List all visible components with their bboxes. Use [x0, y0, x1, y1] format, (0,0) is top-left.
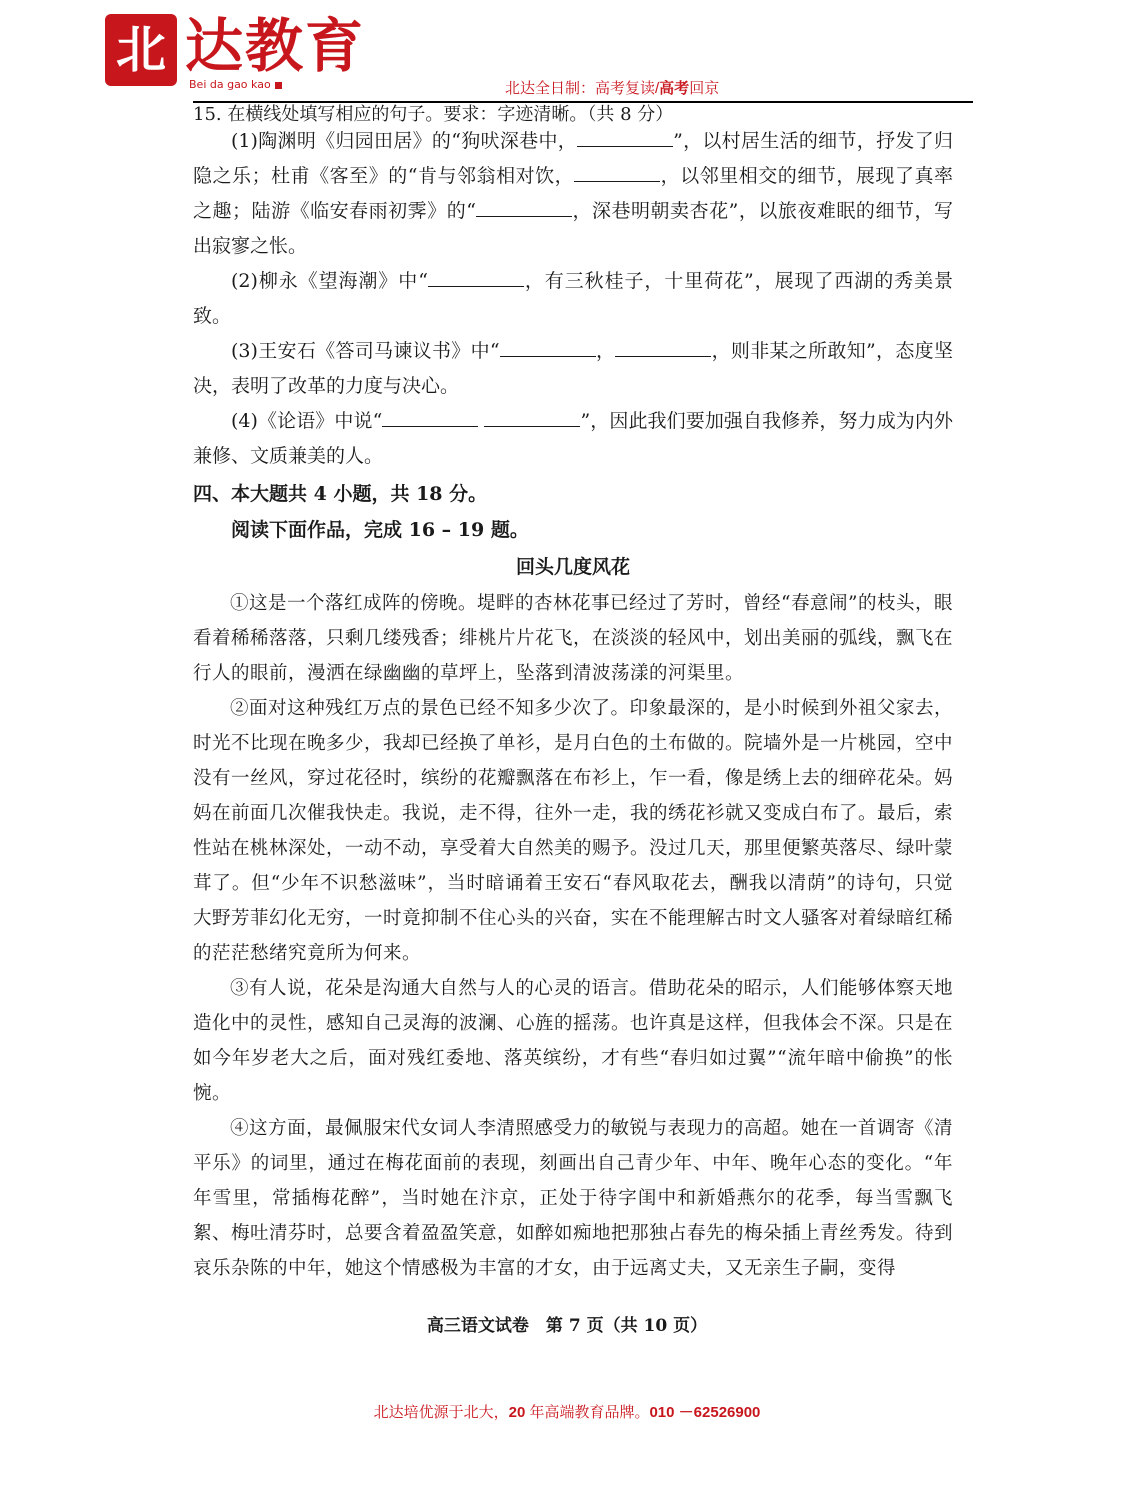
answer-blank — [484, 407, 580, 427]
bottom-banner: 北达培优源于北大，20 年高端教育品牌。010 －62526900 — [373, 1404, 761, 1421]
question-15-item-2: (2)柳永《望海潮》中“ ，有三秋桂子，十里荷花”，展现了西湖的秀美景致。 — [193, 264, 953, 334]
article-paragraph: ①这是一个落红成阵的傍晚。堤畔的杏林花事已经过了芳时，曾经“春意闹”的枝头，眼看着稀稀落落，只剩几缕残香；绯桃片片花飞，在淡淡的轻风中，划出美丽的弧线，飘飞在行人的眼前，漫洒在绿幽幽的草坪上，坠落到清波荡漾的河渠里。 — [193, 593, 954, 684]
question-15-item-4: (4)《论语》中说“ ”，因此我们要加强自我修养，努力成为内外兼修、文质兼美的人。 — [193, 404, 953, 474]
logo — [105, 14, 375, 96]
answer-blank — [574, 162, 660, 182]
answer-blank — [476, 197, 572, 217]
section-heading: 四、本大题共 4 小题，共 18 分。 — [193, 483, 488, 505]
page-content — [193, 102, 953, 1286]
answer-blank — [428, 267, 524, 287]
answer-blank — [382, 407, 478, 427]
question-15-item-3: (3)王安石《答司马谏议书》中“ ， ，则非某之所敢知”，态度坚决，表明了改革的力度与决心。 — [193, 334, 953, 404]
answer-blank — [615, 337, 711, 357]
article-paragraph: ④这方面，最佩服宋代女词人李清照感受力的敏锐与表现力的高超。她在一首调寄《清平乐》的词里，通过在梅花面前的表现，刻画出自己青少年、中年、晚年心态的变化。“年年雪里，常插梅花醉”，当时她在汴京，正处于待字闺中和新婚燕尔的花季，每当雪飘飞絮、梅吐清芬时，总要含着盈盈笑意，如醉如痴地把那独占春先的梅朵插上青丝秀发。待到哀乐杂陈的中年，她这个情感极为丰富的才女，由于远离丈夫，又无亲生子嗣，变得 — [193, 1118, 954, 1279]
question-15-stem: 15. 在横线处填写相应的句子。要求：字迹清晰。（共 8 分） — [193, 104, 674, 124]
article-paragraph: ②面对这种残红万点的景色已经不知多少次了。印象最深的，是小时候到外祖父家去，时光不比现在晚多少，我却已经换了单衫，是月白色的土布做的。院墙外是一片桃园，空中没有一丝风，穿过花径时，缤纷的花瓣飘落在布衫上，乍一看，像是绣上去的细碎花朵。妈妈在前面几次催我快走。我说，走不得，往外一走，我的绣花衫就又变成白布了。最后，索性站在桃林深处，一动不动，享受着大自然美的赐予。没过几天，那里便繁英落尽、绿叶蒙茸了。但“少年不识愁滋味”，当时暗诵着王安石“春风取花去，酬我以清荫”的诗句，只觉大野芳菲幻化无穷，一时竟抑制不住心头的兴奋，实在不能理解古时文人骚客对着绿暗红稀的茫茫愁绪究竟所为何来。 — [193, 698, 954, 964]
article-paragraph: ③有人说，花朵是沟通大自然与人的心灵的语言。借助花朵的昭示，人们能够体察天地造化中的灵性，感知自己灵海的波澜、心旌的摇荡。也许真是这样，但我体会不深。只是在如今年岁老大之后，面对残红委地、落英缤纷，才有些“春归如过翼”“流年暗中偷换”的怅惋。 — [193, 978, 954, 1104]
page-number: 高三语文试卷 第 7 页（共 10 页） — [426, 1316, 708, 1336]
answer-blank — [500, 337, 596, 357]
logo-seal: 北 — [105, 14, 177, 86]
question-15-item-1: (1)陶渊明《归园田居》的“狗吠深巷中， ”，以村居生活的细节，抒发了归隐之乐；杜甫《客至》的“肯与邻翁相对饮， ，以邻里相交的细节，展现了真率之趣；陆游《临安春雨初霁》的“ ，深巷明朝卖杏花”，以旅夜难眠的细节，写出寂寥之怅。 — [193, 124, 953, 264]
header-tagline: 北达全日制：高考复读/高考回京 — [505, 80, 720, 97]
article-title: 回头几度风花 — [515, 556, 630, 578]
logo-square-icon — [275, 82, 282, 89]
logo-pinyin: Bei da gao kao — [189, 78, 282, 92]
reading-instruction: 阅读下面作品，完成 16 – 19 题。 — [231, 519, 529, 541]
answer-blank — [577, 127, 673, 147]
logo-name: 达教育 — [185, 12, 366, 80]
